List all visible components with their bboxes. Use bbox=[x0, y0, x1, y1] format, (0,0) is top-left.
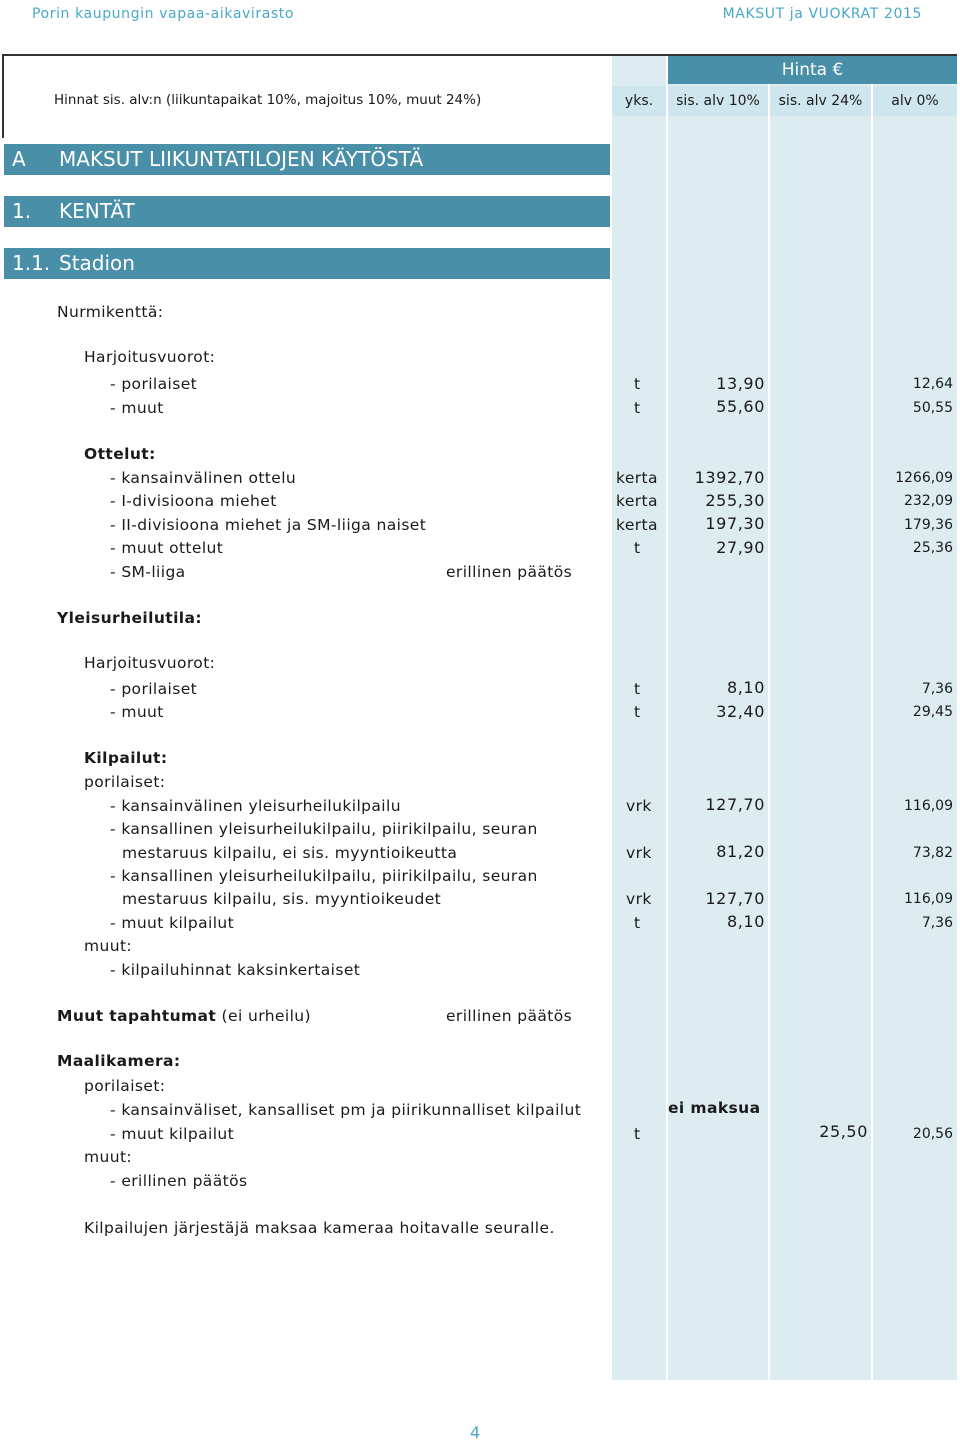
row-price-alv10: 32,40 bbox=[716, 702, 765, 721]
footer-note: Kilpailujen järjestäjä maksaa kameraa hoitavalle seuralle. bbox=[84, 1219, 555, 1237]
row-label: - porilaiset bbox=[110, 375, 198, 393]
row-unit: kerta bbox=[616, 492, 658, 510]
row-price-alv0: 20,56 bbox=[912, 1126, 953, 1142]
row-unit: t bbox=[634, 703, 641, 721]
price-header: Hinta € bbox=[668, 56, 957, 84]
row-label: - muut bbox=[110, 399, 164, 417]
row-price-alv0: 12,64 bbox=[912, 376, 953, 392]
row-price-alv10: 127,70 bbox=[705, 795, 765, 814]
section-1-1-band bbox=[4, 248, 610, 279]
vat-note: Hinnat sis. alv:n (liikuntapaikat 10%, majoitus 10%, muut 24%) bbox=[54, 92, 482, 108]
document-title: MAKSUT ja VUOKRAT 2015 bbox=[722, 6, 922, 22]
col-head-alv0: alv 0% bbox=[873, 86, 957, 116]
section-1-band bbox=[4, 196, 610, 227]
row-price-alv0: 50,55 bbox=[912, 400, 953, 416]
porilaiset-subheading: porilaiset: bbox=[84, 773, 166, 791]
row-label: - SM-liiga bbox=[110, 563, 186, 581]
col-head-alv10: sis. alv 10% bbox=[668, 86, 768, 116]
row-price-alv10: 55,60 bbox=[716, 397, 765, 416]
row-price-alv10: 81,20 bbox=[716, 842, 765, 861]
row-price-alv0: 7,36 bbox=[921, 681, 953, 697]
col-head-alv24: sis. alv 24% bbox=[770, 86, 871, 116]
row-label: - kansainväliset, kansalliset pm ja piirikunnalliset kilpailut bbox=[110, 1101, 582, 1119]
row-price-alv10: 8,10 bbox=[726, 678, 765, 697]
row-unit: t bbox=[634, 1125, 641, 1143]
row-price-alv0: 232,09 bbox=[904, 493, 953, 509]
row-price-alv0: 7,36 bbox=[921, 915, 953, 931]
row-unit: t bbox=[634, 680, 641, 698]
section-1-1-number: 1.1. bbox=[12, 251, 51, 275]
section-a-band bbox=[4, 144, 610, 175]
row-price-alv0: 116,09 bbox=[904, 798, 953, 814]
porilaiset-subheading: porilaiset: bbox=[84, 1077, 166, 1095]
muut-tapahtumat-qualifier: (ei urheilu) bbox=[216, 1007, 311, 1025]
row-price-alv0: 1266,09 bbox=[895, 470, 953, 486]
row-label: - porilaiset bbox=[110, 680, 198, 698]
nurmikentta-heading: Nurmikenttä: bbox=[57, 303, 164, 321]
row-label: - muut bbox=[110, 703, 164, 721]
kilpailut-heading: Kilpailut: bbox=[84, 749, 168, 767]
section-1-title: KENTÄT bbox=[59, 199, 135, 223]
row-price-alv24: 25,50 bbox=[819, 1122, 868, 1141]
row-label: - erillinen päätös bbox=[110, 1172, 248, 1190]
row-label: - muut ottelut bbox=[110, 539, 224, 557]
row-price-alv10: 255,30 bbox=[705, 491, 765, 510]
col-head-unit: yks. bbox=[612, 86, 666, 116]
muut-tapahtumat-heading bbox=[57, 1007, 311, 1025]
no-charge-label: ei maksua bbox=[668, 1099, 761, 1117]
row-price-alv0: 116,09 bbox=[904, 891, 953, 907]
row-unit: vrk bbox=[626, 890, 652, 908]
row-unit: kerta bbox=[616, 516, 658, 534]
page-number: 4 bbox=[470, 1423, 481, 1442]
muut-subheading: muut: bbox=[84, 1148, 133, 1166]
row-label: - kansallinen yleisurheilukilpailu, piirikilpailu, seuran bbox=[110, 820, 538, 838]
row-unit: t bbox=[634, 399, 641, 417]
row-unit: t bbox=[634, 539, 641, 557]
muut-subheading: muut: bbox=[84, 937, 133, 955]
row-label: - muut kilpailut bbox=[110, 914, 235, 932]
row-price-alv0: 25,36 bbox=[912, 540, 953, 556]
separate-decision-note: erillinen päätös bbox=[446, 1007, 573, 1025]
row-unit: t bbox=[634, 914, 641, 932]
row-unit: kerta bbox=[616, 469, 658, 487]
row-unit: vrk bbox=[626, 797, 652, 815]
row-label: mestaruus kilpailu, sis. myyntioikeudet bbox=[122, 890, 442, 908]
row-price-alv10: 127,70 bbox=[705, 889, 765, 908]
harjoitusvuorot-heading: Harjoitusvuorot: bbox=[84, 348, 216, 366]
row-label: - kansainvälinen ottelu bbox=[110, 469, 297, 487]
row-label: - kilpailuhinnat kaksinkertaiset bbox=[110, 961, 361, 979]
ottelut-heading: Ottelut: bbox=[84, 445, 156, 463]
row-label: - muut kilpailut bbox=[110, 1125, 235, 1143]
row-price-alv10: 1392,70 bbox=[694, 468, 765, 487]
row-price-alv10: 13,90 bbox=[716, 374, 765, 393]
row-unit: vrk bbox=[626, 844, 652, 862]
row-label: - I-divisioona miehet bbox=[110, 492, 277, 510]
row-price-alv10: 197,30 bbox=[705, 514, 765, 533]
row-label: - kansainvälinen yleisurheilukilpailu bbox=[110, 797, 401, 815]
muut-tapahtumat-title: Muut tapahtumat bbox=[57, 1007, 217, 1025]
column-alv24 bbox=[770, 54, 871, 1380]
row-price-alv0: 179,36 bbox=[904, 517, 953, 533]
section-a-number: A bbox=[12, 147, 26, 171]
row-price-alv0: 29,45 bbox=[912, 704, 953, 720]
row-label: mestaruus kilpailu, ei sis. myyntioikeutta bbox=[122, 844, 458, 862]
row-label: - kansallinen yleisurheilukilpailu, piirikilpailu, seuran bbox=[110, 867, 538, 885]
row-price-alv10: 8,10 bbox=[726, 912, 765, 931]
row-unit: t bbox=[634, 375, 641, 393]
row-price-alv10: 27,90 bbox=[716, 538, 765, 557]
row-price-alv0: 73,82 bbox=[912, 845, 953, 861]
yleisurheilutila-heading: Yleisurheilutila: bbox=[57, 609, 202, 627]
org-name: Porin kaupungin vapaa-aikavirasto bbox=[32, 6, 295, 22]
section-1-number: 1. bbox=[12, 199, 32, 223]
section-a-title: MAKSUT LIIKUNTATILOJEN KÄYTÖSTÄ bbox=[59, 147, 424, 171]
maalikamera-heading: Maalikamera: bbox=[57, 1052, 181, 1070]
section-1-1-title: Stadion bbox=[59, 251, 135, 275]
separate-decision-note: erillinen päätös bbox=[446, 563, 573, 581]
harjoitusvuorot-heading: Harjoitusvuorot: bbox=[84, 654, 216, 672]
row-label: - II-divisioona miehet ja SM-liiga naiset bbox=[110, 516, 427, 534]
